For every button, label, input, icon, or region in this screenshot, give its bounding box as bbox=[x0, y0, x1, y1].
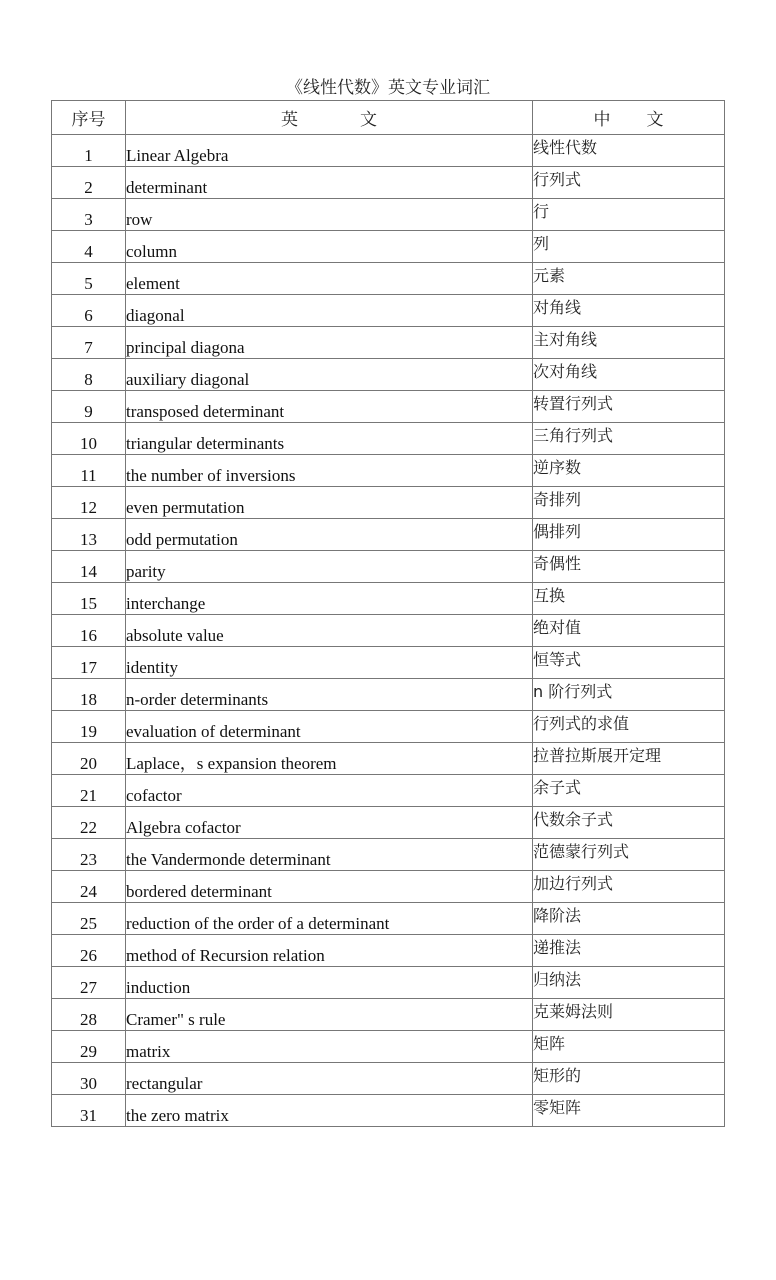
row-number-cell: 11 bbox=[52, 455, 126, 487]
table-row bbox=[52, 1095, 725, 1127]
row-number-cell: 8 bbox=[52, 359, 126, 391]
table-row bbox=[52, 455, 725, 487]
chinese-term-cell: 三角行列式 bbox=[533, 423, 725, 455]
table-row bbox=[52, 807, 725, 839]
chinese-term-cell: 克莱姆法则 bbox=[533, 999, 725, 1031]
table-row bbox=[52, 263, 725, 295]
english-term-cell: the number of inversions bbox=[126, 455, 533, 487]
row-number-cell: 13 bbox=[52, 519, 126, 551]
row-number-cell: 3 bbox=[52, 199, 126, 231]
english-term-cell: odd permutation bbox=[126, 519, 533, 551]
chinese-term-cell: 恒等式 bbox=[533, 647, 725, 679]
chinese-term-cell: 转置行列式 bbox=[533, 391, 725, 423]
english-term-cell: reduction of the order of a determinant bbox=[126, 903, 533, 935]
chinese-term-cell: 行列式 bbox=[533, 167, 725, 199]
table-row bbox=[52, 647, 725, 679]
english-term-cell: n-order determinants bbox=[126, 679, 533, 711]
row-number-cell: 14 bbox=[52, 551, 126, 583]
english-term-cell: determinant bbox=[126, 167, 533, 199]
english-term-cell: Linear Algebra bbox=[126, 135, 533, 167]
row-number-cell: 15 bbox=[52, 583, 126, 615]
page-title: 《线性代数》英文专业词汇 bbox=[286, 78, 490, 98]
table-row bbox=[52, 903, 725, 935]
row-number-cell: 21 bbox=[52, 775, 126, 807]
row-number-cell: 23 bbox=[52, 839, 126, 871]
row-number-cell: 12 bbox=[52, 487, 126, 519]
english-term-cell: row bbox=[126, 199, 533, 231]
english-term-cell: interchange bbox=[126, 583, 533, 615]
chinese-term-cell: 零矩阵 bbox=[533, 1095, 725, 1127]
chinese-term-cell: 逆序数 bbox=[533, 455, 725, 487]
row-number-cell: 2 bbox=[52, 167, 126, 199]
table-row bbox=[52, 743, 725, 775]
english-term-cell: transposed determinant bbox=[126, 391, 533, 423]
chinese-term-cell: 归纳法 bbox=[533, 967, 725, 999]
english-term-cell: method of Recursion relation bbox=[126, 935, 533, 967]
chinese-term-cell: 次对角线 bbox=[533, 359, 725, 391]
chinese-term-cell: 拉普拉斯展开定理 bbox=[533, 743, 725, 775]
table-row bbox=[52, 1063, 725, 1095]
chinese-term-cell: 偶排列 bbox=[533, 519, 725, 551]
row-number-cell: 9 bbox=[52, 391, 126, 423]
row-number-cell: 17 bbox=[52, 647, 126, 679]
chinese-term-cell: 矩阵 bbox=[533, 1031, 725, 1063]
english-term-cell: Algebra cofactor bbox=[126, 807, 533, 839]
table-row bbox=[52, 487, 725, 519]
row-number-cell: 31 bbox=[52, 1095, 126, 1127]
row-number-cell: 28 bbox=[52, 999, 126, 1031]
table-row bbox=[52, 711, 725, 743]
row-number-cell: 19 bbox=[52, 711, 126, 743]
table-row bbox=[52, 775, 725, 807]
row-number-cell: 10 bbox=[52, 423, 126, 455]
english-term-cell: parity bbox=[126, 551, 533, 583]
chinese-term-cell: 对角线 bbox=[533, 295, 725, 327]
table-row bbox=[52, 519, 725, 551]
row-number-cell: 27 bbox=[52, 967, 126, 999]
table-row bbox=[52, 295, 725, 327]
chinese-term-cell: 加边行列式 bbox=[533, 871, 725, 903]
chinese-term-cell: 余子式 bbox=[533, 775, 725, 807]
row-number-cell: 4 bbox=[52, 231, 126, 263]
english-term-cell: Laplace，s expansion theorem bbox=[126, 743, 533, 775]
chinese-term-cell: 绝对值 bbox=[533, 615, 725, 647]
column-header-number: 序号 bbox=[52, 101, 126, 135]
english-term-cell: absolute value bbox=[126, 615, 533, 647]
row-number-cell: 29 bbox=[52, 1031, 126, 1063]
table-row bbox=[52, 583, 725, 615]
chinese-term-cell: 线性代数 bbox=[533, 135, 725, 167]
row-number-cell: 24 bbox=[52, 871, 126, 903]
chinese-term-cell: 递推法 bbox=[533, 935, 725, 967]
english-term-cell: bordered determinant bbox=[126, 871, 533, 903]
row-number-cell: 30 bbox=[52, 1063, 126, 1095]
english-term-cell: diagonal bbox=[126, 295, 533, 327]
table-row bbox=[52, 423, 725, 455]
row-number-cell: 25 bbox=[52, 903, 126, 935]
english-term-cell: matrix bbox=[126, 1031, 533, 1063]
table-row bbox=[52, 359, 725, 391]
chinese-term-cell: 行 bbox=[533, 199, 725, 231]
english-term-cell: identity bbox=[126, 647, 533, 679]
english-term-cell: the Vandermonde determinant bbox=[126, 839, 533, 871]
english-term-cell: auxiliary diagonal bbox=[126, 359, 533, 391]
chinese-term-cell: 降阶法 bbox=[533, 903, 725, 935]
row-number-cell: 16 bbox=[52, 615, 126, 647]
chinese-term-cell: 奇排列 bbox=[533, 487, 725, 519]
english-term-cell: induction bbox=[126, 967, 533, 999]
table-row bbox=[52, 871, 725, 903]
table-row bbox=[52, 391, 725, 423]
chinese-term-cell: n 阶行列式 bbox=[533, 679, 725, 711]
column-header-english: 英文 bbox=[126, 101, 533, 135]
chinese-term-cell: 元素 bbox=[533, 263, 725, 295]
english-term-cell: element bbox=[126, 263, 533, 295]
chinese-term-cell: 矩形的 bbox=[533, 1063, 725, 1095]
chinese-term-cell: 行列式的求值 bbox=[533, 711, 725, 743]
chinese-term-cell: 主对角线 bbox=[533, 327, 725, 359]
table-row bbox=[52, 551, 725, 583]
english-term-cell: cofactor bbox=[126, 775, 533, 807]
english-term-cell: column bbox=[126, 231, 533, 263]
row-number-cell: 22 bbox=[52, 807, 126, 839]
table-row bbox=[52, 999, 725, 1031]
english-term-cell: evaluation of determinant bbox=[126, 711, 533, 743]
row-number-cell: 1 bbox=[52, 135, 126, 167]
table-row bbox=[52, 327, 725, 359]
table-row bbox=[52, 1031, 725, 1063]
row-number-cell: 7 bbox=[52, 327, 126, 359]
english-term-cell: principal diagona bbox=[126, 327, 533, 359]
row-number-cell: 26 bbox=[52, 935, 126, 967]
chinese-term-cell: 范德蒙行列式 bbox=[533, 839, 725, 871]
english-term-cell: triangular determinants bbox=[126, 423, 533, 455]
row-number-cell: 18 bbox=[52, 679, 126, 711]
table-row bbox=[52, 935, 725, 967]
chinese-term-cell: 列 bbox=[533, 231, 725, 263]
table-row bbox=[52, 167, 725, 199]
chinese-term-cell: 互换 bbox=[533, 583, 725, 615]
table-row bbox=[52, 967, 725, 999]
table-row bbox=[52, 231, 725, 263]
column-header-chinese: 中文 bbox=[533, 101, 725, 135]
english-term-cell: rectangular bbox=[126, 1063, 533, 1095]
vocabulary-table bbox=[51, 100, 725, 1127]
row-number-cell: 6 bbox=[52, 295, 126, 327]
english-term-cell: Cramer" s rule bbox=[126, 999, 533, 1031]
table-row bbox=[52, 679, 725, 711]
table-row bbox=[52, 199, 725, 231]
chinese-term-cell: 代数余子式 bbox=[533, 807, 725, 839]
table-row bbox=[52, 135, 725, 167]
table-row bbox=[52, 615, 725, 647]
english-term-cell: the zero matrix bbox=[126, 1095, 533, 1127]
chinese-term-cell: 奇偶性 bbox=[533, 551, 725, 583]
row-number-cell: 5 bbox=[52, 263, 126, 295]
row-number-cell: 20 bbox=[52, 743, 126, 775]
english-term-cell: even permutation bbox=[126, 487, 533, 519]
table-row bbox=[52, 839, 725, 871]
table-header-row bbox=[52, 101, 725, 135]
